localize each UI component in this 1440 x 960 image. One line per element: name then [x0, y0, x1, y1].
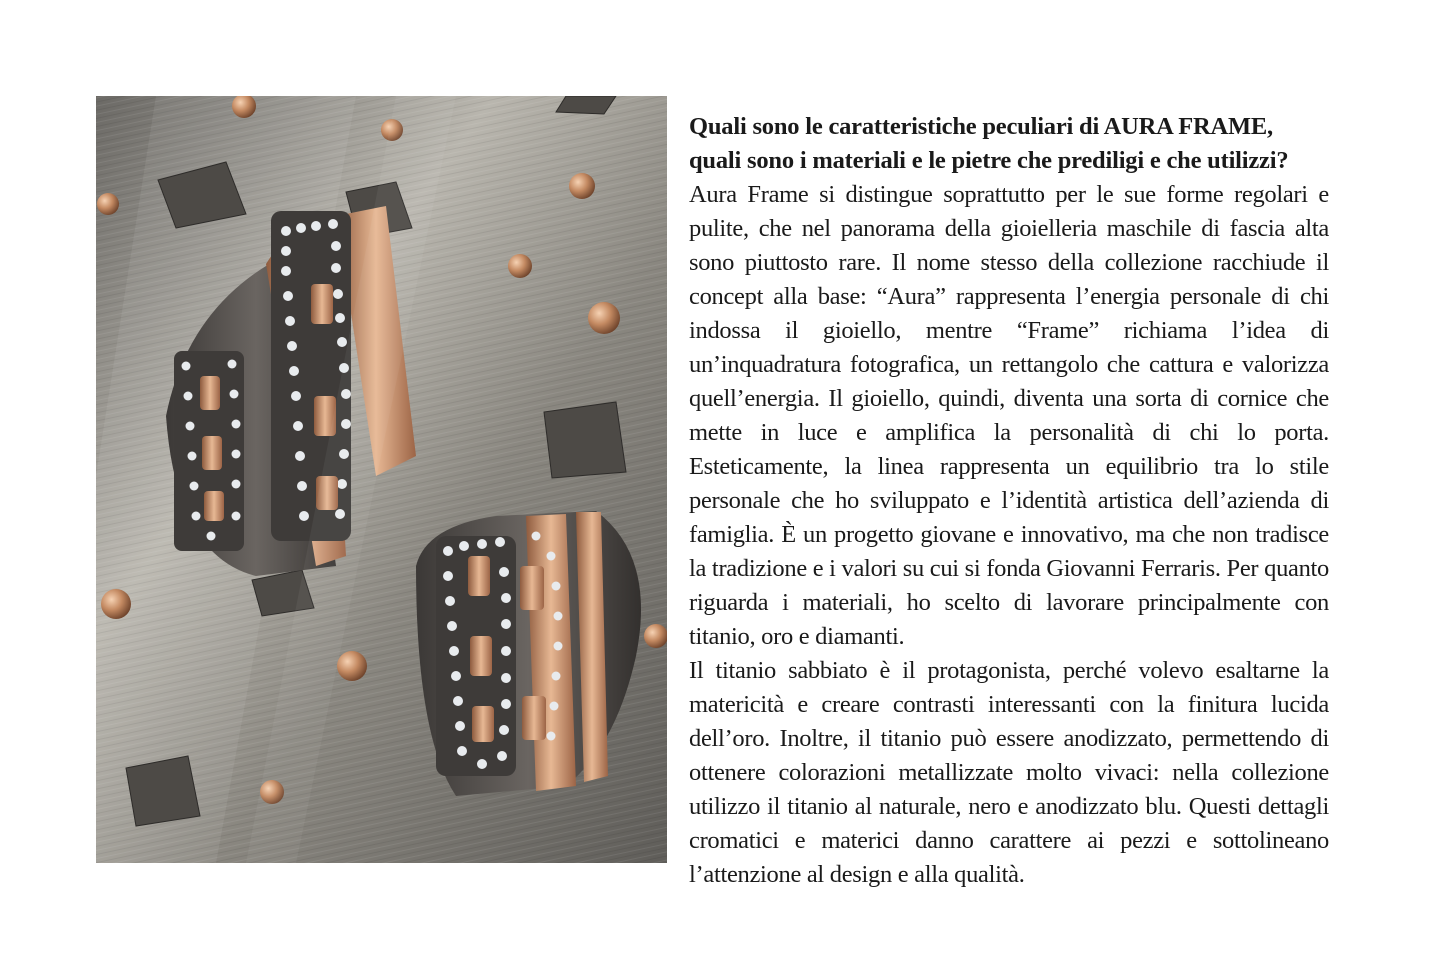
answer-paragraph-2: Il titanio sabbiato è il protagonista, perché volevo esaltarne la matericità e creare contrasti interessanti con la finitura lucida dell’oro. Inoltre, il titanio può essere anodizzato, permettendo di ottenere colorazioni metallizzate molto vivaci: nella collezione utilizzo il titanio al naturale, nero e anodizzato blu. Questi dettagli cromatici e materici danno carattere ai pezzi e sottolineano l’attenzione al design e alla qualità. [689, 657, 1329, 888]
article-text [689, 110, 1329, 892]
answer-paragraph-1: Aura Frame si distingue soprattutto per le sue forme regolari e pulite, che nel panorama della gioielleria maschile di fascia alta sono piuttosto rare. Il nome stesso della collezione racchiude il concept alla base: “Aura” rappresenta l’energia personale di chi indossa il gioiello, mentre “Frame” richiama l’idea di un’inquadratura fotografica, un rettangolo che cattura e valorizza quell’energia. Il gioiello, quindi, diventa una sorta di cornice che mette in luce e amplifica la personalità di chi lo porta. Esteticamente, la linea rappresenta un equilibrio tra lo stile personale che ho sviluppato e l’identità artistica dell’azienda di famiglia. È un progetto giovane e innovativo, ma che non tradisce la tradizione e i valori su cui si fonda Giovanni Ferraris. Per quanto riguarda i materiali, ho scelto di lavorare principalmente con titanio, oro e diamanti. [689, 181, 1329, 650]
jewelry-photo [96, 96, 667, 863]
interview-question: Quali sono le caratteristiche peculiari di AURA FRAME, quali sono i materiali e le pietre che prediligi e che utilizzi? [689, 113, 1289, 174]
ring-right [416, 511, 641, 796]
rings-illustration [96, 96, 667, 863]
